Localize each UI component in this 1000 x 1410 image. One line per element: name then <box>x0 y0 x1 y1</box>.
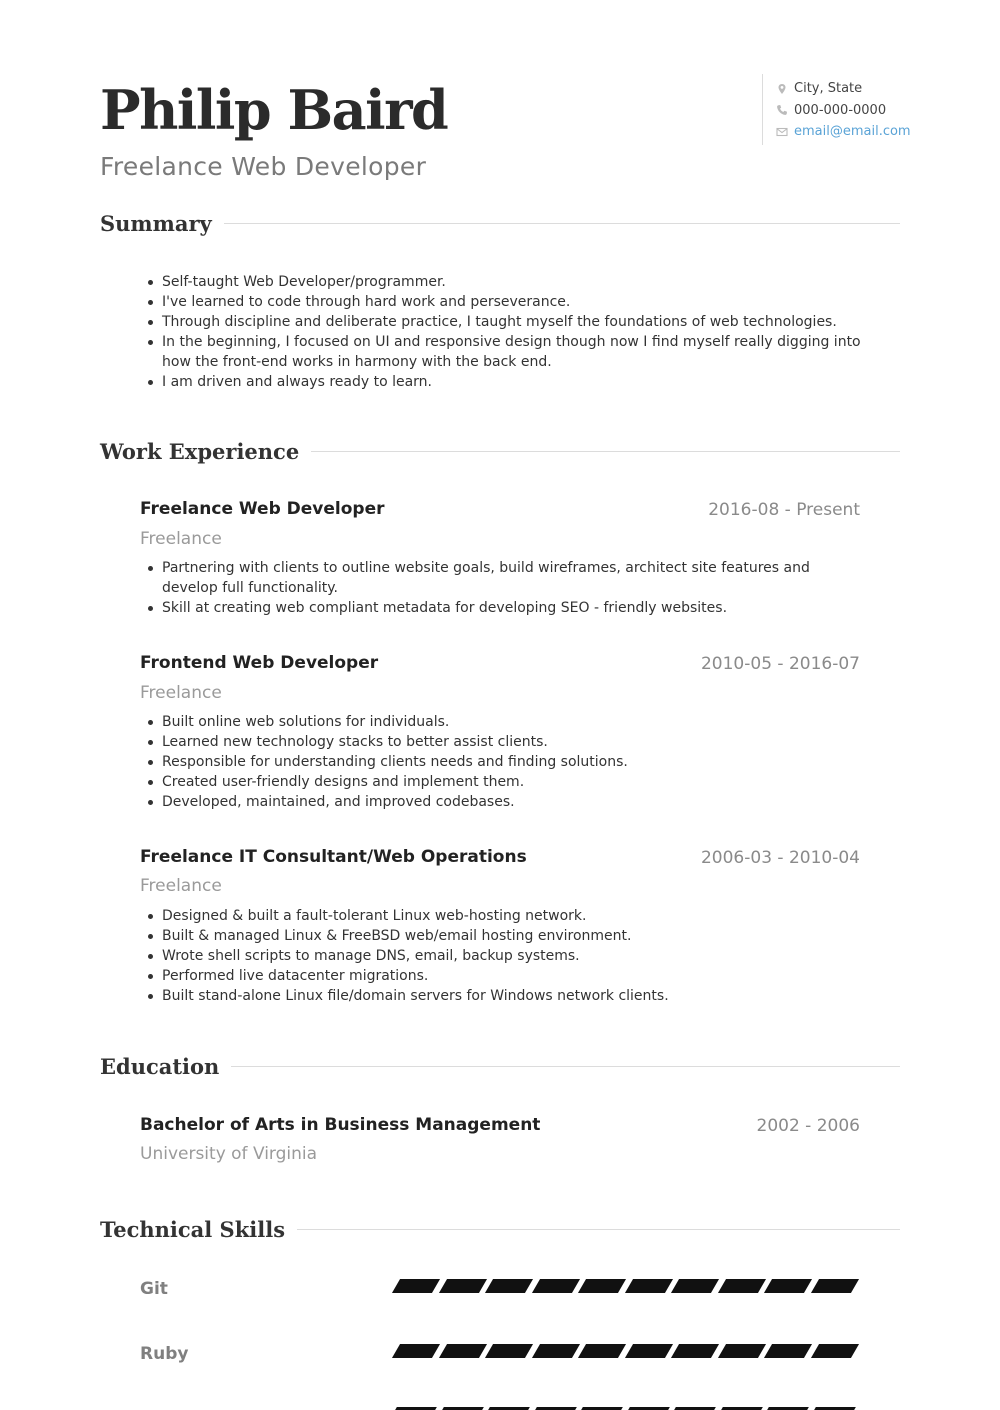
skill-segment <box>531 1344 579 1358</box>
list-item: Designed & built a fault-tolerant Linux web-hosting network. <box>162 906 862 926</box>
skills-heading: Technical Skills <box>100 1216 286 1242</box>
job-role: Freelance Web Developer <box>140 499 385 519</box>
phone-icon <box>776 104 788 116</box>
contact-block <box>762 74 916 145</box>
list-item: Built stand-alone Linux file/domain servers for Windows network clients. <box>162 986 862 1006</box>
skill-segment <box>578 1344 626 1358</box>
summary-section-header <box>100 207 900 239</box>
job-dates: 2010-05 - 2016-07 <box>700 654 860 674</box>
candidate-name: Philip Baird <box>100 78 448 142</box>
skill-segment <box>531 1279 579 1293</box>
skill-segment <box>810 1279 858 1293</box>
list-item: Developed, maintained, and improved codebases. <box>162 792 862 812</box>
list-item: Partnering with clients to outline website goals, build wireframes, architect site features and develop full functionality. <box>162 558 862 598</box>
skill-segment <box>717 1344 765 1358</box>
job-duties-list <box>162 906 862 1006</box>
skill-segment <box>717 1279 765 1293</box>
skill-segment <box>438 1279 486 1293</box>
skill-level-bar <box>392 1279 862 1293</box>
list-item: Skill at creating web compliant metadata for developing SEO - friendly websites. <box>162 598 862 618</box>
list-item: Through discipline and deliberate practice, I taught myself the foundations of web technologies. <box>162 312 862 332</box>
skill-segment <box>764 1279 812 1293</box>
skill-segment <box>624 1344 672 1358</box>
envelope-icon <box>776 126 788 138</box>
list-item: Created user-friendly designs and implement them. <box>162 772 862 792</box>
contact-email[interactable] <box>776 121 916 143</box>
list-item: Built online web solutions for individuals. <box>162 712 862 732</box>
email-link[interactable]: email@email.com <box>794 124 911 140</box>
school-name: University of Virginia <box>140 1144 318 1164</box>
list-item: Responsible for understanding clients needs and finding solutions. <box>162 752 862 772</box>
skill-segment <box>671 1344 719 1358</box>
phone-text: 000-000-0000 <box>794 102 887 118</box>
skill-segment <box>764 1344 812 1358</box>
location-text: City, State <box>794 81 863 97</box>
skill-segment <box>578 1279 626 1293</box>
candidate-title: Freelance Web Developer <box>100 152 427 181</box>
skill-segment <box>810 1344 858 1358</box>
skill-segment <box>485 1279 533 1293</box>
job-org: Freelance <box>140 683 222 703</box>
degree-name: Bachelor of Arts in Business Management <box>140 1115 541 1135</box>
work-heading: Work Experience <box>100 438 300 464</box>
list-item: In the beginning, I focused on UI and responsive design though now I find myself really digging into how the front-end works in harmony with the back end. <box>162 334 861 370</box>
contact-location <box>776 78 916 100</box>
skills-section-header <box>100 1213 900 1245</box>
list-item: Performed live datacenter migrations. <box>162 966 862 986</box>
skill-segment <box>485 1344 533 1358</box>
contact-phone <box>776 100 916 122</box>
list-item: Wrote shell scripts to manage DNS, email, backup systems. <box>162 946 862 966</box>
education-section-header <box>100 1050 900 1082</box>
skill-segment <box>392 1344 440 1358</box>
section-divider <box>231 1066 900 1067</box>
job-dates: 2006-03 - 2010-04 <box>700 848 860 868</box>
section-divider <box>297 1229 900 1230</box>
job-org: Freelance <box>140 876 222 896</box>
list-item: Learned new technology stacks to better assist clients. <box>162 732 862 752</box>
work-section-header <box>100 435 900 467</box>
job-role: Freelance IT Consultant/Web Operations <box>140 847 527 867</box>
skill-segment <box>392 1279 440 1293</box>
list-item: Built & managed Linux & FreeBSD web/email hosting environment. <box>162 926 862 946</box>
skill-level-bar-partial <box>392 1396 862 1410</box>
job-dates: 2016-08 - Present <box>708 500 860 520</box>
skill-segment <box>438 1344 486 1358</box>
map-pin-icon <box>776 83 788 95</box>
skill-name: Git <box>140 1279 168 1299</box>
skill-level-bar <box>392 1344 862 1358</box>
education-dates: 2002 - 2006 <box>756 1116 860 1136</box>
skill-name: Ruby <box>140 1344 189 1364</box>
job-org: Freelance <box>140 529 222 549</box>
education-heading: Education <box>100 1053 220 1079</box>
skill-segment <box>671 1279 719 1293</box>
skill-segment <box>624 1279 672 1293</box>
section-divider <box>224 223 900 224</box>
list-item: Self-taught Web Developer/programmer. <box>162 272 862 292</box>
job-duties-list <box>162 558 862 618</box>
list-item: I am driven and always ready to learn. <box>162 372 862 392</box>
summary-heading: Summary <box>100 210 212 236</box>
job-duties-list <box>162 712 862 812</box>
section-divider <box>311 451 900 452</box>
summary-list <box>162 272 862 392</box>
job-role: Frontend Web Developer <box>140 653 379 673</box>
list-item: I've learned to code through hard work and perseverance. <box>162 292 862 312</box>
